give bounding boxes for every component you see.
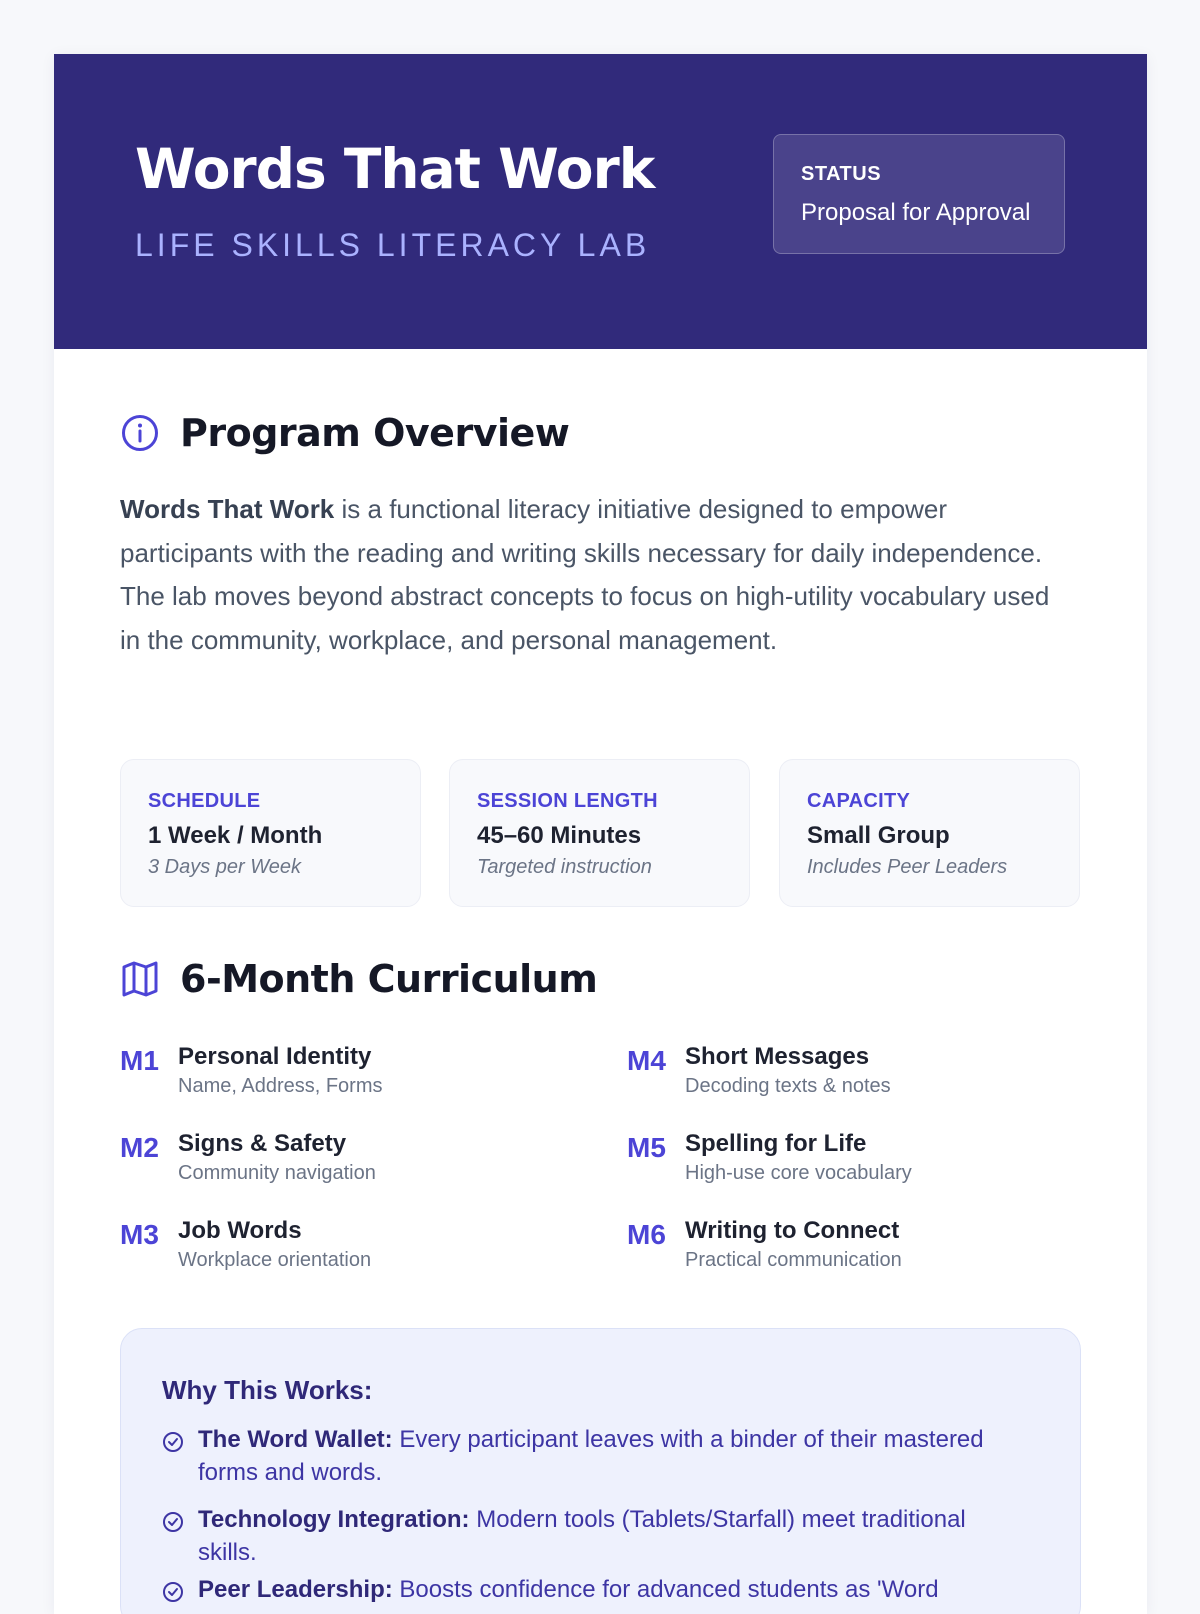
why-item [162, 1503, 1022, 1569]
module-code: M5 [627, 1132, 666, 1163]
check-circle-icon [162, 1511, 184, 1533]
module-code: M1 [120, 1045, 159, 1076]
module-subtitle: Name, Address, Forms [178, 1075, 383, 1097]
header-banner [54, 54, 1147, 349]
module-item [120, 1129, 376, 1187]
overview-lead: Words That Work [120, 494, 335, 524]
stat-note: Includes Peer Leaders [807, 856, 1008, 878]
stat-value: 45–60 Minutes [477, 822, 642, 849]
proposal-card [54, 54, 1147, 1614]
module-code: M2 [120, 1132, 159, 1163]
stat-value: 1 Week / Month [148, 822, 323, 849]
overview-paragraph [120, 488, 1070, 662]
module-code: M3 [120, 1219, 159, 1250]
stat-note: Targeted instruction [477, 856, 652, 878]
module-subtitle: High-use core vocabulary [685, 1162, 912, 1184]
stat-label: SESSION LENGTH [477, 790, 658, 812]
stat-label: CAPACITY [807, 790, 911, 812]
module-title: Writing to Connect [685, 1217, 900, 1244]
page-subtitle: LIFE SKILLS LITERACY LAB [135, 227, 651, 263]
module-item [120, 1042, 383, 1100]
status-value: Proposal for Approval [801, 199, 1031, 226]
why-item-body: Boosts confidence for advanced students as 'Word [392, 1576, 939, 1603]
module-subtitle: Practical communication [685, 1249, 902, 1271]
why-item-lead: Technology Integration: [198, 1506, 470, 1533]
status-box [773, 134, 1065, 254]
overview-title: Program Overview [180, 411, 570, 455]
stat-card-capacity [779, 759, 1080, 907]
overview-heading [120, 411, 569, 455]
why-this-works-callout [120, 1328, 1081, 1614]
module-item [627, 1216, 902, 1274]
why-item-body: Every participant leaves with a binder of their mastered forms and words. [198, 1426, 984, 1486]
why-item-lead: Peer Leadership: [198, 1576, 393, 1603]
check-circle-icon [162, 1431, 184, 1453]
why-item-text [198, 1573, 939, 1606]
why-heading: Why This Works: [162, 1375, 373, 1405]
module-item [627, 1042, 891, 1100]
module-code: M6 [627, 1219, 666, 1250]
stat-note: 3 Days per Week [148, 856, 302, 878]
module-subtitle: Workplace orientation [178, 1249, 372, 1271]
stat-value: Small Group [807, 822, 950, 849]
map-icon [120, 959, 160, 999]
why-item [162, 1573, 1022, 1606]
why-item-text [198, 1503, 1022, 1569]
module-title: Personal Identity [178, 1043, 372, 1070]
why-item [162, 1423, 1022, 1489]
module-code: M4 [627, 1045, 666, 1076]
module-title: Spelling for Life [685, 1130, 867, 1157]
stat-label: SCHEDULE [148, 790, 261, 812]
module-subtitle: Decoding texts & notes [685, 1075, 891, 1097]
info-icon [120, 413, 160, 453]
stat-card-schedule [120, 759, 421, 907]
status-label: STATUS [801, 163, 882, 185]
page-title: Words That Work [135, 137, 655, 201]
module-title: Job Words [178, 1217, 302, 1244]
module-subtitle: Community navigation [178, 1162, 376, 1184]
curriculum-title: 6-Month Curriculum [180, 957, 598, 1001]
overview-body: is a functional literacy initiative designed to empower participants with the reading and writing skills necessary for daily independence. The lab moves beyond abstract concepts to focus on high-utility vocabulary used in the community, workplace, and personal management. [120, 494, 1050, 655]
why-item-lead: The Word Wallet: [198, 1426, 393, 1453]
module-title: Short Messages [685, 1043, 870, 1070]
why-item-text [198, 1423, 1022, 1489]
module-title: Signs & Safety [178, 1130, 347, 1157]
module-item [120, 1216, 371, 1274]
why-item-body: Modern tools (Tablets/Starfall) meet traditional skills. [198, 1506, 966, 1566]
module-item [627, 1129, 912, 1187]
curriculum-heading [120, 957, 597, 1001]
stat-card-session-length [449, 759, 750, 907]
